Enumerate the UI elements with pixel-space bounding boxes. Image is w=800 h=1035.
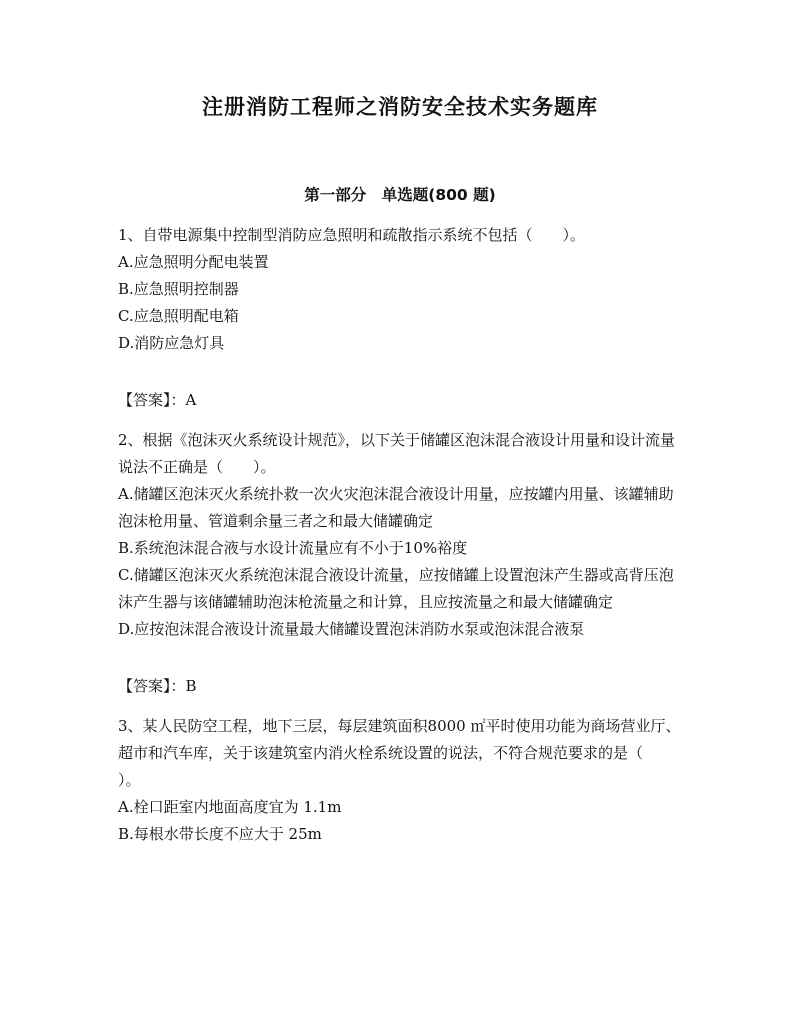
question-item xyxy=(118,427,684,713)
question-answer: 【答案】：B xyxy=(118,677,197,695)
question-option: C.应急照明配电箱 xyxy=(118,307,239,325)
question-item xyxy=(118,222,684,427)
question-option: B.系统泡沫混合液与水设计流量应有不小于10%裕度 xyxy=(118,539,468,557)
question-stem: 3、某人民防空工程，地下三层，每层建筑面积8000 ㎡平时使用功能为商场营业厅、超市和汽车库，关于该建筑室内消火栓系统设置的说法，不符合规范要求的是（ ）。 xyxy=(118,717,681,789)
document-title: 注册消防工程师之消防安全技术实务题库 xyxy=(202,95,598,119)
question-stem: 2、根据《泡沫灭火系统设计规范》，以下关于储罐区泡沫混合液设计用量和设计流量说法不正确是（ ）。 xyxy=(118,431,676,476)
question-option: A.栓口距室内地面高度宜为 1.1m xyxy=(118,798,342,816)
question-list xyxy=(118,222,684,848)
section-heading: 第一部分 单选题(800 题) xyxy=(304,186,496,204)
question-option: C.储罐区泡沫灭火系统泡沫混合液设计流量，应按储罐上设置泡沫产生器或高背压泡沫产生器与该储罐辅助泡沫枪流量之和计算，且应按流量之和最大储罐确定 xyxy=(118,566,674,611)
question-option: A.应急照明分配电装置 xyxy=(118,253,269,271)
question-option: D.消防应急灯具 xyxy=(118,334,225,352)
question-option: D.应按泡沫混合液设计流量最大储罐设置泡沫消防水泵或泡沫混合液泵 xyxy=(118,620,585,638)
question-answer: 【答案】：A xyxy=(118,391,197,409)
question-item xyxy=(118,713,684,848)
question-option: B.应急照明控制器 xyxy=(118,280,239,298)
question-option: A.储罐区泡沫灭火系统扑救一次火灾泡沫混合液设计用量，应按罐内用量、该罐辅助泡沫枪用量、管道剩余量三者之和最大储罐确定 xyxy=(118,485,674,530)
question-stem: 1、自带电源集中控制型消防应急照明和疏散指示系统不包括（ ）。 xyxy=(118,226,586,244)
question-option: B.每根水带长度不应大于 25m xyxy=(118,825,322,843)
